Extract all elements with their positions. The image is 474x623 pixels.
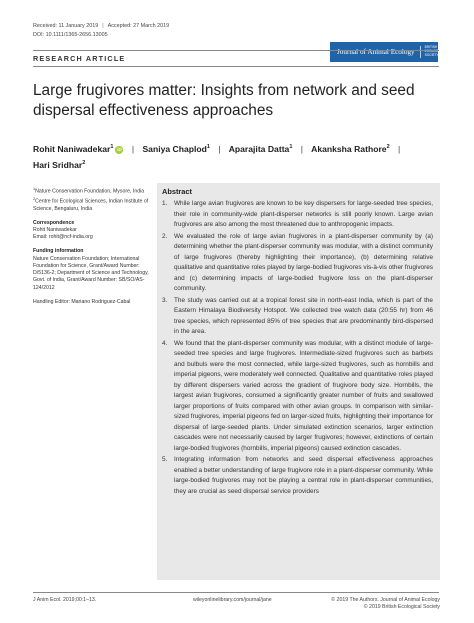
point-text: We evaluated the role of large avian frugivores in a plant-disperser community by (a) determining whether the plant-disperser community was modular, with a distinct community of large frugivores (thereby highlighting their importance), (b) determining relative qualitative and quantitative roles played by large-bodied frugivores vis-à-vis other frugivores and (c) determining impacts of large-bodied frugivore loss on the plant-disperser community. [174,232,433,292]
society-logo [420,46,446,57]
point-number: 1. [162,200,168,207]
abstract-point [162,339,433,455]
point-text: Integrating information from networks and seed dispersal effectiveness approaches enabled a better understanding of large frugivore role in a plant-disperser community. While large-bodied frugivores may not be playing a central role in plant-disperser communities, they are crucial as seed dispersal service providers [174,456,433,495]
affiliation [33,186,151,213]
point-number: 4. [162,339,168,347]
correspondence-heading: Correspondence [33,219,75,226]
point-text: We found that the plant-disperser community was modular, with a distinct module of large-seeded tree species and large frugivores. Intermediate-sized frugivores such as barbets and bulbuls were the most connected, while large-sized frugivores, such as hornbills and imperial pigeons, were moderately well connected. Qualitative and quantitative roles played by different dispersers varied across the gradient of frugivore body size. Hornbills, the largest avian frugivores, consumed a significantly greater number of fruits and swallowed larger proportions of fruits compared with other avian groups. In comparison with similar-sized frugivores, imperial pigeons fed on larger-sized fruits, highlighting their importance for dispersal of large-seeded plants. Under simulated extinction scenarios, larger extinction cascades were not necessarily caused by larger frugivores; however, extinctions of certain large-bodied frugivores (hornbills, imperial pigeons) caused extinction cascades. [174,339,433,452]
article-info-sidebar [33,186,151,312]
abstract-points [162,199,433,497]
society-line: ECOLOGICAL [424,49,446,54]
abstract-box [157,183,440,580]
author-separator: | [131,143,135,154]
author-name[interactable]: Rohit Naniwadekar [33,143,111,154]
received-date: Received: 11 January 2019 [33,23,99,29]
affiliation-mark: 1 [33,187,36,191]
footer-divider [33,592,439,593]
point-text: While large avian frugivores are known to be key dispersers for large-seeded tree species, their role in community-wide plant-disperser networks is still poorly known. Large avian frugivores are also among the most threatened due to anthropogenic impacts. [174,200,433,228]
author-affiliation-mark: 2 [386,144,390,150]
point-number: 5. [162,456,168,463]
affiliation-text: Nature Conservation Foundation, Mysore, India [35,188,145,195]
author-affiliation-mark: 1 [110,144,114,150]
journal-logo [330,42,446,62]
article-dates [33,22,169,40]
funding-text: Nature Conservation Foundation; International Foundation for Science, Grant/Award Number: D/5136-2; Department of Science and Technology, Govt. of India, Grant/Award Number: SB/SO/AS-124/2012 [33,255,149,291]
funding-heading: Funding information [33,248,84,255]
divider [33,50,439,51]
journal-name: Journal of Animal Ecology [337,48,415,56]
society-line: SOCIETY [424,52,439,57]
handling-editor: Handling Editor: Mariano Rodriguez-Cabal [33,298,131,305]
section-label: RESEARCH ARTICLE [33,54,126,63]
copyright-line: © 2019 British Ecological Society [363,604,440,610]
affiliation-text: Centre for Ecological Sciences, Indian Institute of Science, Bengaluru, India [33,198,149,213]
funding-information [33,248,151,292]
author-affiliation-mark: 1 [206,144,210,150]
accepted-date: Accepted: 27 March 2019 [107,23,170,29]
author-list [33,140,443,172]
author-name[interactable]: Saniya Chaplod [142,143,207,154]
affiliation-mark: 2 [33,197,36,202]
footer-citation: J Anim Ecol. 2019;00:1–13. [33,597,97,603]
abstract-heading: Abstract [162,187,192,196]
footer-copyright [316,597,440,611]
abstract-point [162,232,433,295]
correspondence-email[interactable]: Email: rohit@ncf-india.org [33,234,93,241]
author-name[interactable]: Aparajita Datta [228,143,290,154]
abstract-point [162,455,433,497]
author-affiliation-mark: 1 [289,144,293,150]
point-text: The study was carried out at a tropical forest site in north-east India, which is part of the Eastern Himalaya Biodiversity Hotspot. We collected tree watch data (20:55 hr) from 46 tree species, which represented 85% of tree species that are predominantly bird-dispersed in the area. [174,296,433,335]
point-number: 3. [162,296,168,304]
abstract-point [162,199,433,231]
article-title: Large frugivores matter: Insights from network and seed dispersal effectiveness approaches [33,82,415,119]
author-name[interactable]: Hari Sridhar [33,159,83,170]
copyright-line: © 2019 The Authors. Journal of Animal Ecology [331,597,440,603]
correspondence [33,220,151,242]
author-separator: | [300,143,304,154]
orcid-icon[interactable]: iD [117,146,122,152]
doi[interactable]: DOI: 10.1111/1365-2656.13005 [33,32,108,38]
abstract-point [162,296,433,338]
author-affiliation-mark: 2 [82,159,86,166]
author-separator: | [398,143,401,154]
point-number: 2. [162,232,168,240]
divider [33,66,439,67]
correspondence-name: Rohit Naniwadekar [33,227,77,234]
date-separator: | [102,23,104,29]
society-line: BRITISH [424,45,438,50]
footer-url[interactable]: wileyonlinelibrary.com/journal/jane [193,597,272,603]
author-separator: | [218,143,221,154]
author-name[interactable]: Akanksha Rathore [311,143,387,154]
